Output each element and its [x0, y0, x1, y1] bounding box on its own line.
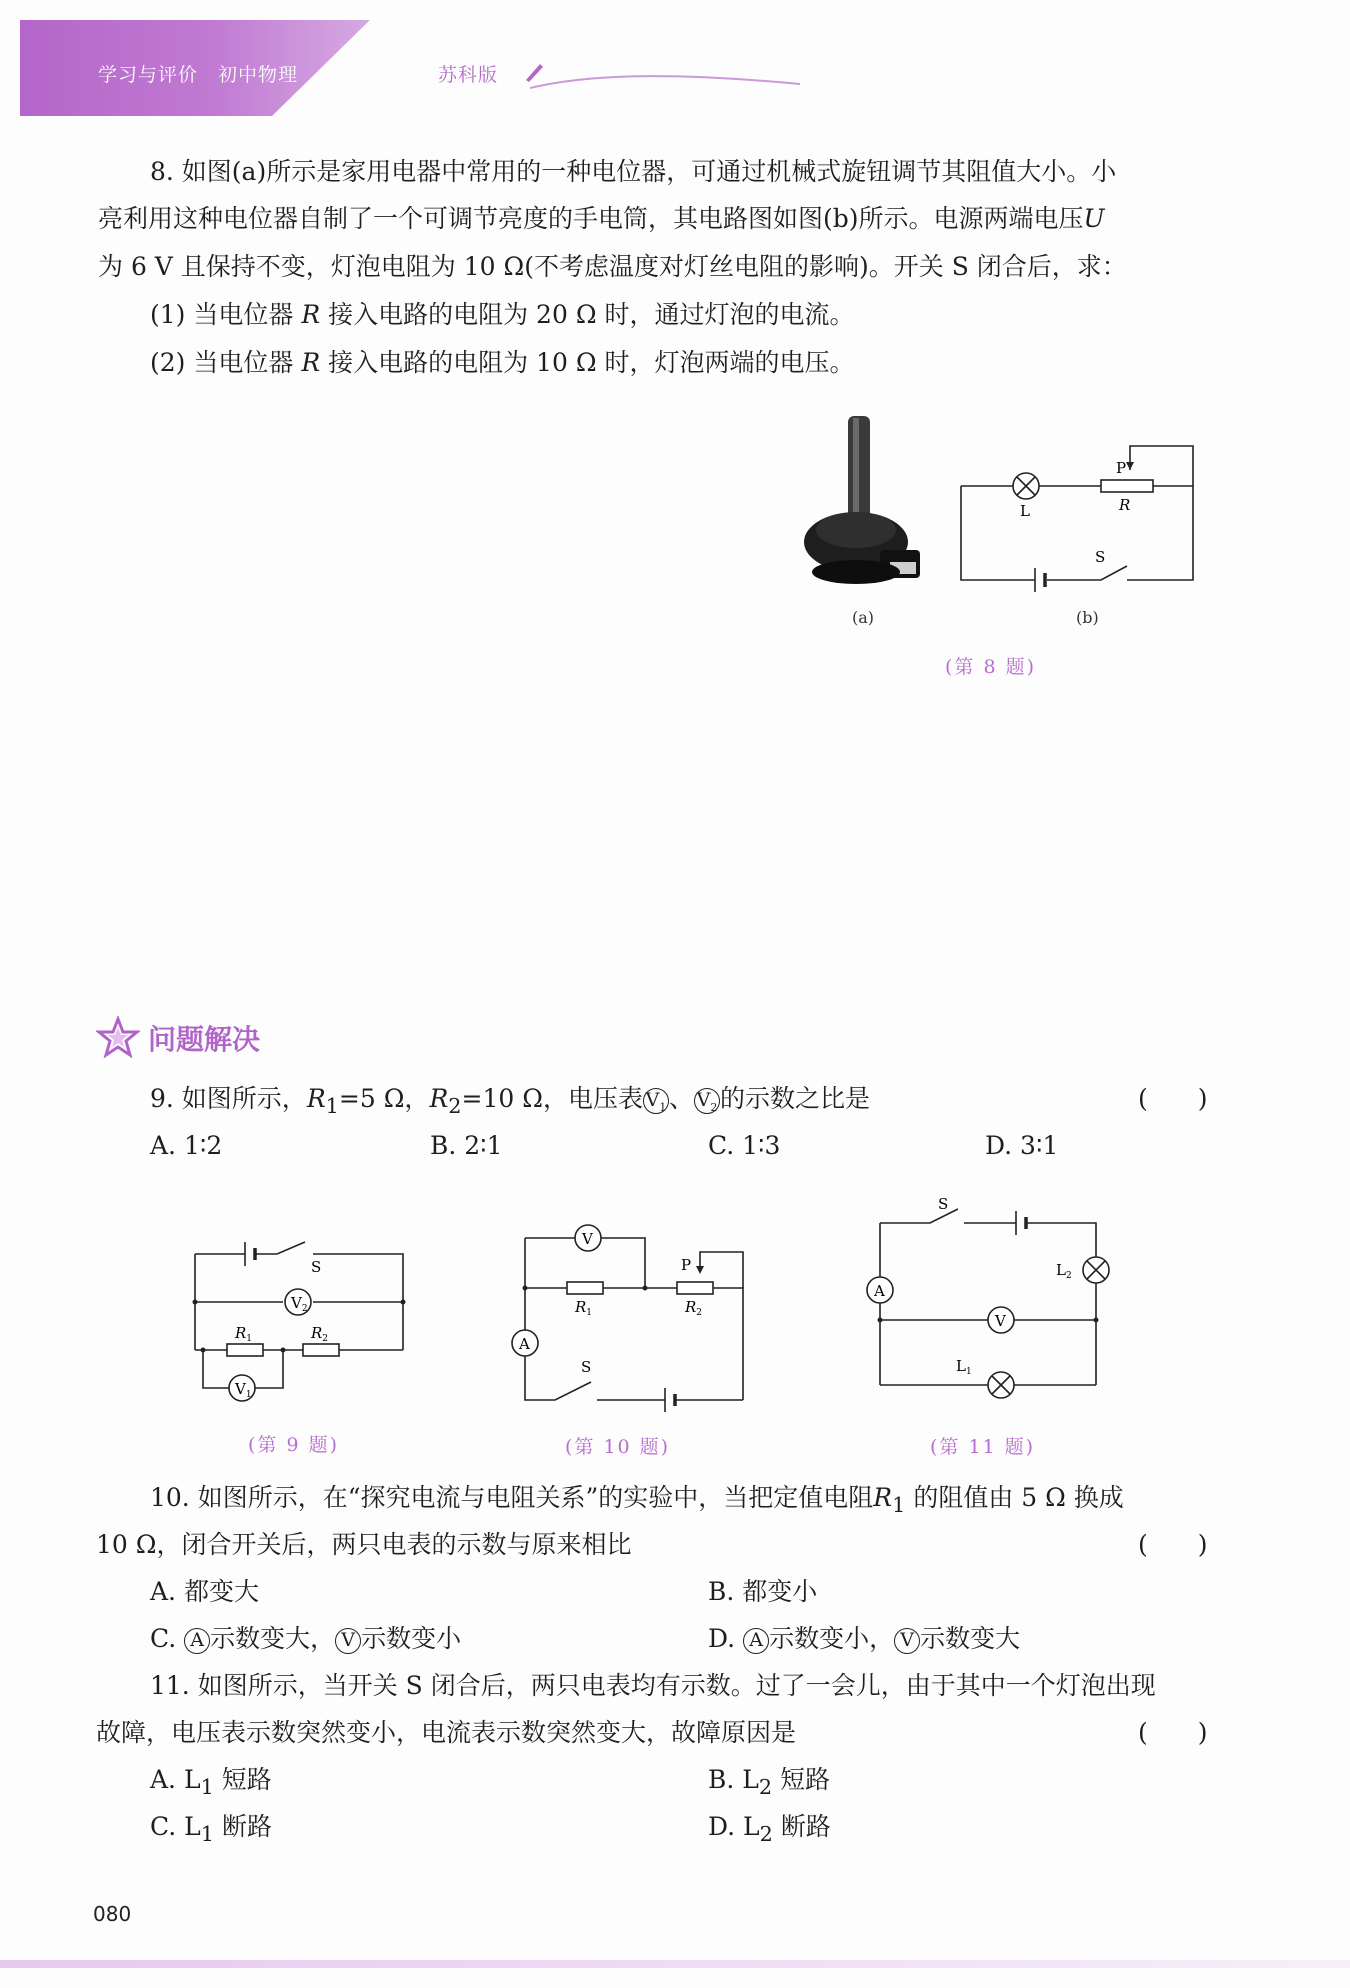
q11-option-a-text: 短路: [221, 1765, 272, 1794]
q8-sub1-text-a: (1) 当电位器: [150, 300, 294, 329]
q10-label-r1-letter: R: [575, 1298, 587, 1316]
q11-label-l1-sub: 1: [965, 1367, 972, 1377]
q10-label-r2-letter: R: [685, 1298, 697, 1316]
running-header: [98, 60, 518, 87]
q9-v1-sub: 1: [659, 1100, 667, 1114]
q11-label-s: S: [938, 1195, 949, 1213]
q9-r2: R: [429, 1084, 449, 1113]
q9-r1-val: =5 Ω，: [338, 1084, 430, 1113]
q10-label-r1-sub: 1: [586, 1308, 593, 1318]
q11-option-c: [150, 1803, 272, 1858]
q10-option-d-text2: 示数变大: [920, 1624, 1021, 1653]
q11-line1: 11. 如图所示，当开关 S 闭合后，两只电表均有示数。过了一会儿，由于其中一个灯泡出现: [150, 1671, 1156, 1700]
q8-sub2-text-a: (2) 当电位器: [150, 348, 294, 377]
q9-v2-sub: 2: [710, 1100, 718, 1114]
q10-label-r2: [684, 1298, 702, 1318]
q10-meter-a: A: [519, 1335, 530, 1353]
q11-caption: (第 11 题): [930, 1436, 1036, 1458]
q9-v1-letter: V: [645, 1088, 660, 1111]
q11-option-a-label: A. L: [150, 1765, 201, 1794]
header-swoosh: [530, 66, 810, 96]
q9-r1-sub: 1: [325, 1094, 339, 1118]
q10-option-a: A. 都变大: [150, 1577, 259, 1606]
q8-line2-text: 亮利用这种电位器自制了一个可调节亮度的手电筒，其电路图如图(b)所示。电源两端电压: [98, 204, 1084, 233]
q9-label-r1-sub: 1: [246, 1334, 253, 1344]
q8-label-l: L: [1020, 502, 1030, 520]
q10-option-c: [150, 1615, 461, 1662]
q8-sub2-r: R: [301, 348, 321, 377]
q11-meter-v: V: [995, 1312, 1006, 1330]
q8-sub1-r: R: [301, 300, 321, 329]
pencil-icon: [522, 60, 546, 84]
q9-option-a: A. 1∶2: [150, 1131, 223, 1160]
q11-option-d-sub: 2: [759, 1822, 773, 1846]
q8-sub2: [150, 339, 855, 386]
q10-line1-b: 的阻值由 5 Ω 换成: [913, 1483, 1124, 1512]
q9-answer-bracket: ( ): [1138, 1084, 1208, 1113]
q10-meter-v: V: [582, 1230, 593, 1248]
q9-stem-a: 9. 如图所示，: [150, 1084, 307, 1113]
q10-answer-bracket: ( ): [1138, 1530, 1208, 1559]
page-number: 080: [93, 1902, 132, 1926]
q11-label-l2-letter: L: [1056, 1261, 1066, 1279]
ammeter-symbol: A: [184, 1628, 210, 1654]
q9-r2-val: =10 Ω，电压表: [461, 1084, 643, 1113]
q8-label-s: S: [1095, 548, 1106, 566]
q10-line2: 10 Ω，闭合开关后，两只电表的示数与原来相比: [96, 1530, 632, 1559]
potentiometer-photo: [790, 412, 930, 602]
q9-r1: R: [306, 1084, 326, 1113]
q10-r1: R: [873, 1483, 893, 1512]
q10-circuit-diagram: [505, 1210, 750, 1420]
q8-circuit-diagram: [955, 440, 1205, 600]
section-title: 问题解决: [148, 1023, 261, 1056]
q9-option-b: B. 2∶1: [430, 1131, 503, 1160]
q10-option-c-text1: 示数变大，: [210, 1624, 336, 1653]
q8-sub2-text-b: 接入电路的电阻为 10 Ω 时，灯泡两端的电压。: [328, 348, 855, 377]
q10-option-d-letter: D.: [708, 1624, 736, 1653]
q10-label-s: S: [581, 1358, 592, 1376]
voltmeter-v1-symbol: [643, 1088, 669, 1114]
ammeter-symbol: A: [743, 1628, 769, 1654]
q9-meter-v1-sub: 1: [245, 1390, 252, 1400]
q11-label-l1-letter: L: [956, 1357, 966, 1375]
q9-meter-v2-sub: 2: [301, 1304, 308, 1314]
q9-v2-letter: V: [696, 1088, 711, 1111]
q11-circuit-diagram: [860, 1195, 1115, 1410]
q9-label-r1-letter: R: [235, 1324, 247, 1342]
q11-meter-a: A: [874, 1282, 885, 1300]
q9-label-s: S: [311, 1258, 322, 1276]
q11-label-l1: [956, 1357, 972, 1377]
q11-line2: 故障，电压表示数突然变小，电流表示数突然变大，故障原因是: [96, 1718, 797, 1747]
q11-option-b-sub: 2: [758, 1775, 773, 1799]
q11-answer-bracket: ( ): [1138, 1718, 1208, 1747]
q9-label-r2: [310, 1324, 328, 1344]
q10-line1-a: 10. 如图所示，在“探究电流与电阻关系”的实验中，当把定值电阻: [150, 1483, 874, 1512]
voltmeter-symbol: V: [894, 1628, 920, 1654]
q8-label-p: P: [1116, 459, 1127, 477]
q9-r2-sub: 2: [448, 1094, 462, 1118]
q11-option-b-label: B. L: [708, 1765, 759, 1794]
q8-fig-a-label: (a): [852, 608, 875, 627]
q10-caption: (第 10 题): [565, 1436, 671, 1458]
q8-line1: 8. 如图(a)所示是家用电器中常用的一种电位器，可通过机械式旋钮调节其阻值大小。小: [150, 157, 1117, 186]
voltmeter-symbol: V: [335, 1628, 361, 1654]
q11-option-c-sub: 1: [200, 1822, 214, 1846]
q9-label-r2-letter: R: [311, 1324, 323, 1342]
q8-line3: 为 6 V 且保持不变，灯泡电阻为 10 Ω(不考虑温度对灯丝电阻的影响)。开关 S 闭合后，求：: [98, 252, 1127, 281]
q10-option-c-text2: 示数变小: [361, 1624, 462, 1653]
q11-option-d-text: 断路: [780, 1812, 831, 1841]
q8-sub1: [150, 291, 855, 338]
q11-option-d: [708, 1803, 831, 1858]
q9-label-r1: [234, 1324, 252, 1344]
q10-option-c-letter: C.: [150, 1624, 177, 1653]
q10-option-d: [708, 1615, 1020, 1662]
q8-voltage-symbol: U: [1083, 204, 1105, 233]
subject: 初中物理: [218, 64, 299, 86]
q8-sub1-text-b: 接入电路的电阻为 20 Ω 时，通过灯泡的电流。: [328, 300, 855, 329]
grade: 九年级上册: [318, 64, 419, 86]
q8-line2: [98, 195, 1105, 242]
q11-option-b-text: 短路: [780, 1765, 831, 1794]
q8-fig-b-label: (b): [1076, 608, 1099, 627]
q9-meter-v1-letter: V: [235, 1380, 246, 1398]
q10-label-p: P: [681, 1256, 692, 1274]
q9-stem-b: 的示数之比是: [719, 1084, 870, 1113]
q9-circuit-diagram: [185, 1232, 415, 1412]
q10-label-r2-sub: 2: [696, 1308, 703, 1318]
q11-option-d-label: D. L: [708, 1812, 760, 1841]
q11-label-l2-sub: 2: [1065, 1271, 1072, 1281]
voltmeter-v2-symbol: [694, 1088, 720, 1114]
q9-caption: (第 9 题): [248, 1434, 339, 1456]
q10-r1-sub: 1: [892, 1493, 906, 1517]
q9-option-d: D. 3∶1: [985, 1131, 1059, 1160]
q9-option-c: C. 1∶3: [708, 1131, 781, 1160]
q11-option-c-label: C. L: [150, 1812, 201, 1841]
footer-band: [0, 1960, 1350, 1968]
q11-option-a-sub: 1: [200, 1775, 214, 1799]
q9-sep: 、: [668, 1084, 694, 1113]
q10-option-b: B. 都变小: [708, 1577, 818, 1606]
q9-label-r2-sub: 2: [322, 1334, 329, 1344]
book-title: 学习与评价: [98, 64, 199, 86]
q11-option-c-text: 断路: [221, 1812, 272, 1841]
q8-caption: (第 8 题): [945, 656, 1036, 678]
star-icon: [96, 1016, 140, 1058]
q10-option-d-text1: 示数变小，: [769, 1624, 895, 1653]
q8-label-r: R: [1119, 496, 1131, 514]
q10-label-r1: [574, 1298, 592, 1318]
q11-label-l2: [1056, 1261, 1072, 1281]
edition: 苏科版: [438, 64, 499, 86]
q9-meter-v2-letter: V: [291, 1294, 302, 1312]
